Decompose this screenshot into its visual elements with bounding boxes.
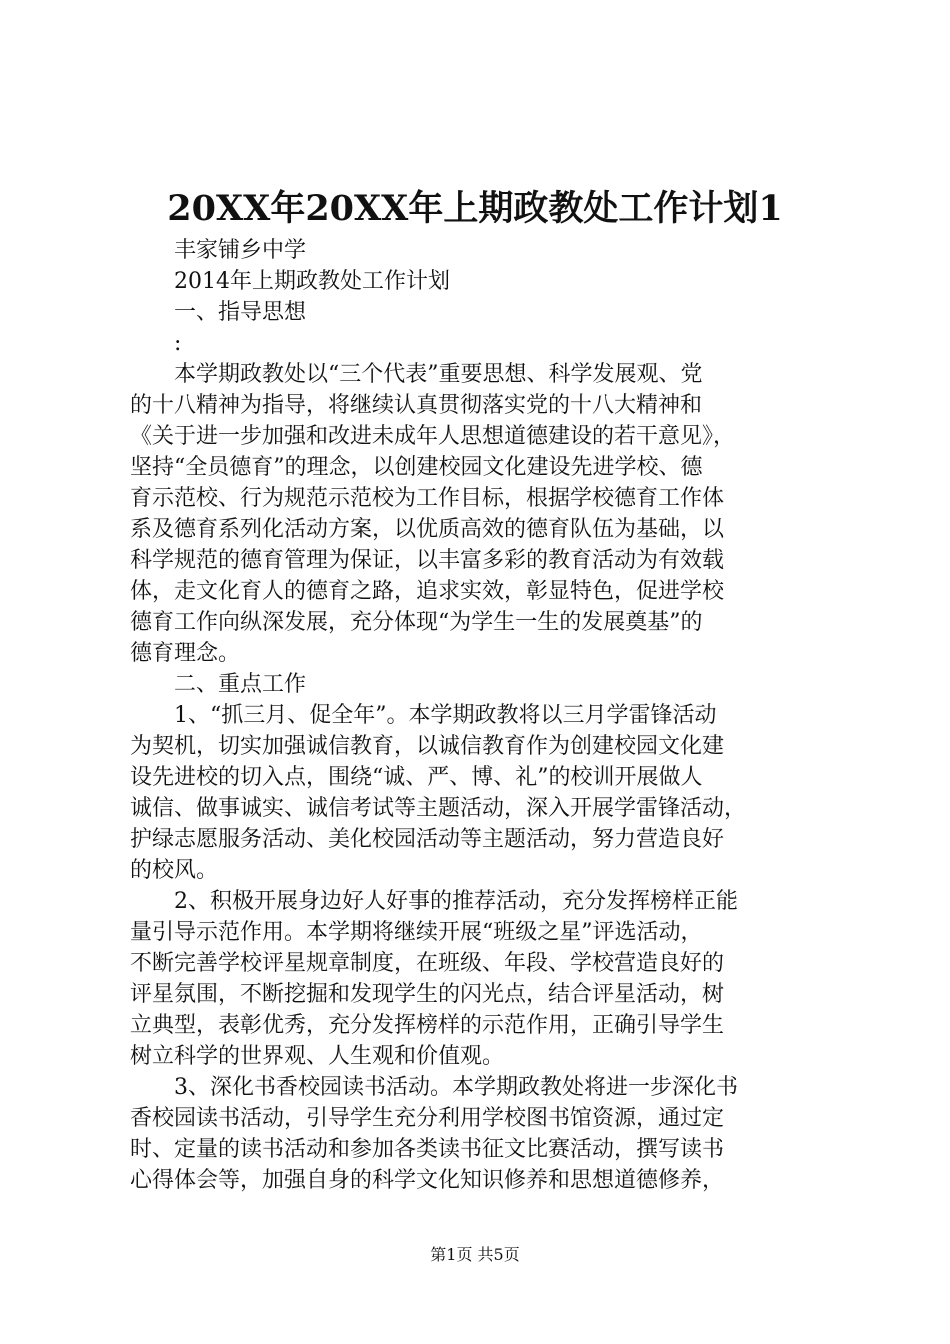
body-line: 丰家铺乡中学 — [130, 238, 307, 263]
body-line: 时、定量的读书活动和参加各类读书征文比赛活动，撰写读书 — [130, 1137, 725, 1162]
body-line: 2、积极开展身边好人好事的推荐活动，充分发挥榜样正能 — [130, 889, 738, 914]
body-line: 为契机，切实加强诚信教育，以诚信教育作为创建校园文化建 — [130, 734, 725, 759]
body-line: 《关于进一步加强和改进未成年人思想道德建设的若干意见》， — [130, 424, 736, 449]
body-line: 的十八精神为指导，将继续认真贯彻落实党的十八大精神和 — [130, 393, 703, 418]
body-line: 评星氛围，不断挖掘和发现学生的闪光点，结合评星活动，树 — [130, 982, 725, 1007]
body-line: 量引导示范作用。本学期将继续开展“班级之星”评选活动， — [130, 920, 703, 945]
body-line: 本学期政教处以“三个代表”重要思想、科学发展观、党 — [130, 362, 703, 387]
page-footer: 第1页 共5页 — [430, 1245, 520, 1264]
body-line: 育示范校、行为规范示范校为工作目标，根据学校德育工作体 — [130, 486, 725, 511]
body-line: 诚信、做事诚实、诚信考试等主题活动，深入开展学雷锋活动， — [130, 796, 747, 821]
body-line: 德育理念。 — [130, 641, 241, 666]
body-line: 设先进校的切入点，围绕“诚、严、博、礼”的校训开展做人 — [130, 765, 703, 790]
body-line: 一、指导思想 — [130, 300, 307, 325]
body-line: 1、“抓三月、促全年”。本学期政教将以三月学雷锋活动 — [130, 703, 717, 728]
body-line: 的校风。 — [130, 858, 219, 883]
body-line: 系及德育系列化活动方案，以优质高效的德育队伍为基础，以 — [130, 517, 725, 542]
body-line: 体，走文化育人的德育之路，追求实效，彰显特色，促进学校 — [130, 579, 725, 604]
body-line: 2014年上期政教处工作计划 — [130, 269, 450, 294]
body-line: 心得体会等，加强自身的科学文化知识修养和思想道德修养， — [130, 1168, 725, 1193]
body-line: 树立科学的世界观、人生观和价值观。 — [130, 1044, 505, 1069]
body-line: 坚持“全员德育”的理念，以创建校园文化建设先进学校、德 — [130, 455, 703, 480]
document-body — [130, 235, 830, 1196]
body-line: 不断完善学校评星规章制度，在班级、年段、学校营造良好的 — [130, 951, 725, 976]
body-line: 3、深化书香校园读书活动。本学期政教处将进一步深化书 — [130, 1075, 738, 1100]
body-line: 护绿志愿服务活动、美化校园活动等主题活动，努力营造良好 — [130, 827, 725, 852]
body-line: 德育工作向纵深发展，充分体现“为学生一生的发展奠基”的 — [130, 610, 703, 635]
body-line: : — [130, 331, 182, 356]
body-line: 科学规范的德育管理为保证，以丰富多彩的教育活动为有效载 — [130, 548, 725, 573]
body-line: 香校园读书活动，引导学生充分利用学校图书馆资源，通过定 — [130, 1106, 725, 1131]
body-line: 立典型，表彰优秀，充分发挥榜样的示范作用，正确引导学生 — [130, 1013, 725, 1038]
body-line: 二、重点工作 — [130, 672, 307, 697]
document-title: 20XX年20XX年上期政教处工作计划1 — [167, 188, 783, 229]
